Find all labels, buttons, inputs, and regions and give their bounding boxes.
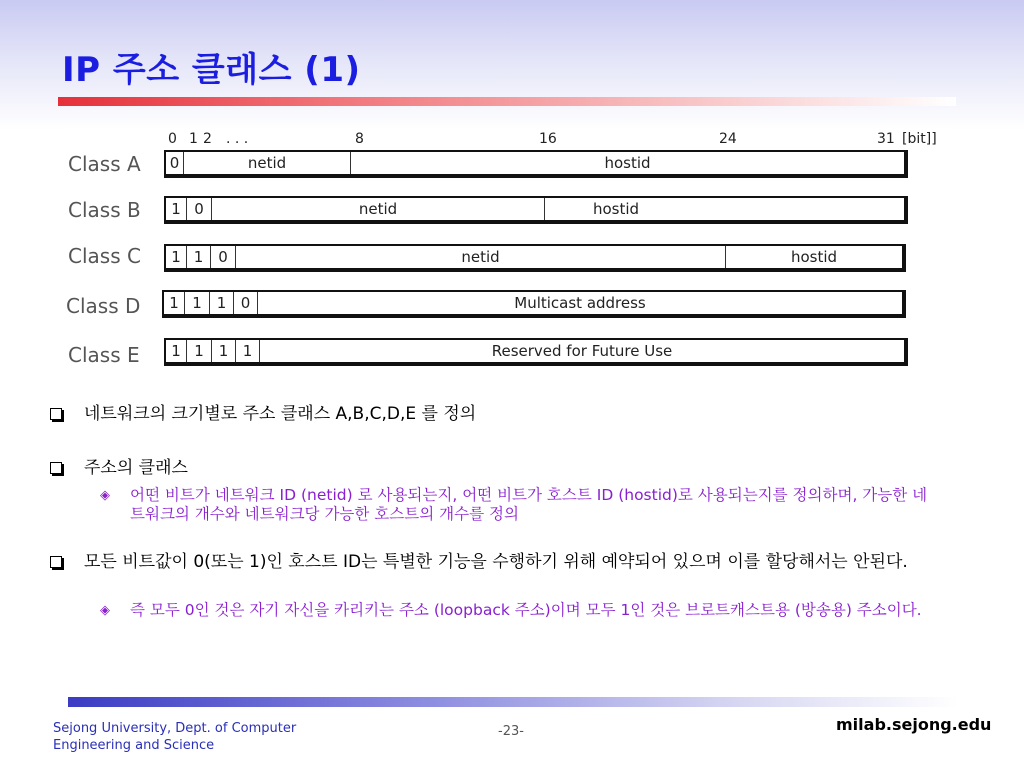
footer-affiliation-line1: Sejong University, Dept. of Computer	[53, 721, 297, 736]
class-b-label: Class B	[68, 198, 141, 222]
class-a-hostid: hostid	[604, 154, 651, 172]
class-c-netid: netid	[236, 246, 726, 268]
bit-pos-ellipsis: . . .	[226, 131, 249, 147]
bullet-text: 모든 비트값이 0(또는 1)인 호스트 ID는 특별한 기능을 수행하기 위해 예약되어 있으며 이를 할당해서는 안된다.	[84, 552, 908, 572]
diamond-bullet-icon: ◈	[100, 603, 110, 618]
class-e-label: Class E	[68, 343, 140, 367]
class-c-hostid: hostid	[790, 248, 838, 266]
class-c-bit-1: 1	[187, 246, 211, 268]
title-underline	[58, 97, 956, 106]
class-a-row	[164, 150, 908, 178]
ip-class-diagram	[66, 128, 946, 373]
sub-bullet-text: 즉 모두 0인 것은 자기 자신을 카리키는 주소 (loopback 주소)이며 모두 1인 것은 브로트캐스트용 (방송용) 주소이다.	[130, 601, 922, 619]
bit-pos-24: 24	[719, 131, 737, 147]
class-a-label: Class A	[68, 152, 141, 176]
checkbox-bullet-icon	[50, 408, 62, 420]
class-e-bit-0: 1	[166, 340, 187, 362]
class-e-bit-3: 1	[236, 340, 260, 362]
class-b-hostid: hostid	[592, 200, 640, 218]
class-b-netid: netid	[212, 198, 545, 220]
class-e-reserved: Reserved for Future Use	[491, 342, 673, 360]
bit-pos-1: 1	[189, 131, 198, 147]
class-d-bit-3: 0	[234, 292, 258, 314]
class-d-bit-0: 1	[164, 292, 185, 314]
class-c-label: Class C	[68, 244, 141, 268]
bit-pos-0: 0	[168, 131, 177, 147]
class-d-bit-2: 1	[210, 292, 234, 314]
class-b-bit-1: 0	[187, 198, 212, 220]
class-c-bit-2: 0	[211, 246, 236, 268]
page-number: -23-	[498, 724, 524, 739]
diamond-bullet-icon: ◈	[100, 488, 110, 503]
class-d-label: Class D	[66, 294, 141, 318]
class-e-bit-2: 1	[212, 340, 236, 362]
footer-affiliation-line2: Engineering and Science	[53, 738, 215, 753]
sub-bullet-text: 어떤 비트가 네트워크 ID (netid) 로 사용되는지, 어떤 비트가 호스트 ID (hostid)로 사용되는지를 정의하며, 가능한 네트워크의 개수와 네트워크당 가능한 호스트의 개수를 정의	[130, 486, 928, 523]
class-d-multicast: Multicast address	[514, 294, 646, 312]
class-d-bit-1: 1	[185, 292, 210, 314]
footer-affiliation	[53, 720, 296, 754]
bullet-text: 주소의 클래스	[84, 458, 188, 478]
class-e-bit-1: 1	[187, 340, 212, 362]
checkbox-bullet-icon	[50, 462, 62, 474]
checkbox-bullet-icon	[50, 556, 62, 568]
class-b-bit-0: 1	[166, 198, 187, 220]
class-e-row	[164, 338, 908, 366]
bit-pos-16: 16	[539, 131, 557, 147]
class-c-row	[164, 244, 906, 272]
footer-website: milab.sejong.edu	[836, 715, 992, 734]
footer-divider	[68, 697, 958, 707]
class-d-row	[162, 290, 906, 318]
bit-pos-31: 31	[877, 131, 895, 147]
class-a-bit-0: 0	[166, 152, 184, 174]
class-a-netid: netid	[184, 152, 351, 174]
class-b-row	[164, 196, 908, 224]
bit-pos-2: 2	[203, 131, 212, 147]
slide-title: IP 주소 클래스 (1)	[62, 50, 361, 90]
class-c-bit-0: 1	[166, 246, 187, 268]
bullet-text: 네트워크의 크기별로 주소 클래스 A,B,C,D,E 를 정의	[84, 404, 477, 424]
bit-pos-8: 8	[355, 131, 364, 147]
bit-unit-label: [bit]]	[902, 131, 937, 147]
